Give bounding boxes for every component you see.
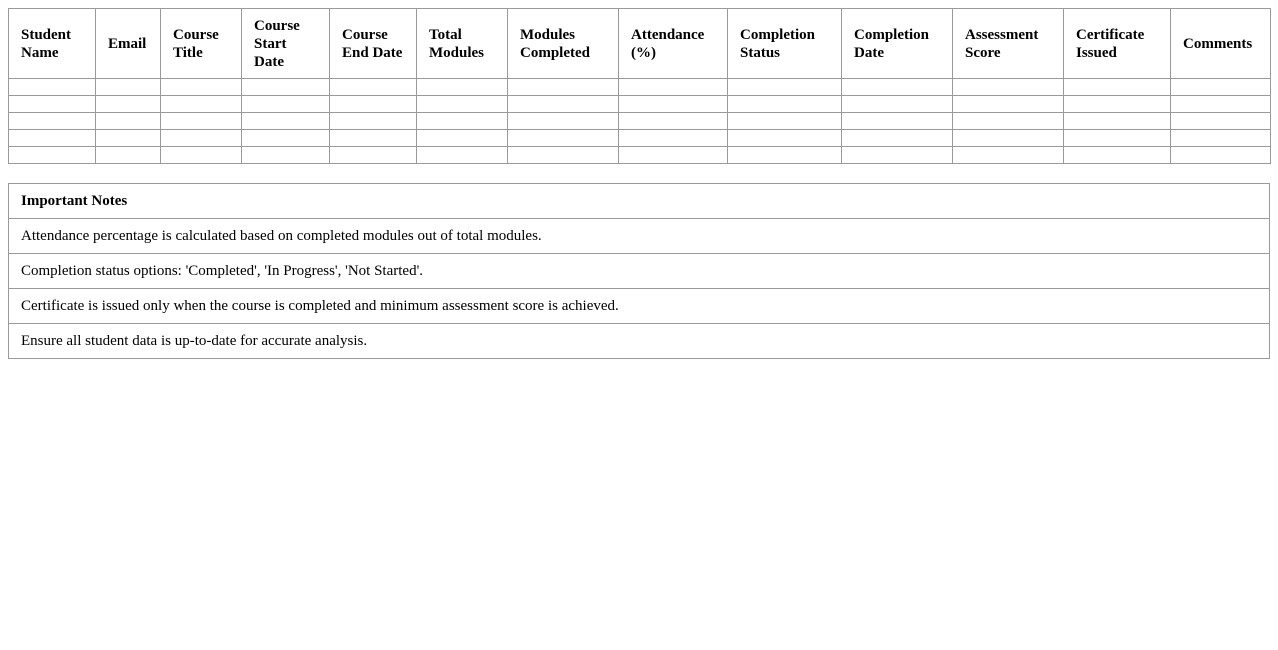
table-cell[interactable] [161, 113, 242, 130]
table-cell[interactable] [1171, 96, 1271, 113]
header-row [9, 9, 1271, 79]
table-cell[interactable] [953, 130, 1064, 147]
table-cell[interactable] [417, 79, 508, 96]
column-header-attendance: Attendance (%) [619, 9, 728, 79]
table-cell[interactable] [842, 147, 953, 164]
table-cell[interactable] [96, 79, 161, 96]
table-cell[interactable] [619, 130, 728, 147]
table-cell[interactable] [330, 79, 417, 96]
table-cell[interactable] [508, 79, 619, 96]
table-cell[interactable] [1064, 147, 1171, 164]
table-cell[interactable] [842, 113, 953, 130]
table-cell[interactable] [842, 130, 953, 147]
table-cell[interactable] [508, 96, 619, 113]
table-cell[interactable] [417, 130, 508, 147]
table-cell[interactable] [161, 79, 242, 96]
table-cell[interactable] [953, 147, 1064, 164]
table-cell[interactable] [96, 130, 161, 147]
table-cell[interactable] [953, 96, 1064, 113]
table-cell[interactable] [1064, 130, 1171, 147]
table-cell[interactable] [1171, 113, 1271, 130]
table-body [9, 79, 1271, 164]
table-cell[interactable] [242, 147, 330, 164]
table-row [9, 147, 1271, 164]
note-row [9, 254, 1270, 289]
table-row [9, 96, 1271, 113]
table-cell[interactable] [9, 79, 96, 96]
table-cell[interactable] [1171, 79, 1271, 96]
table-cell[interactable] [728, 96, 842, 113]
table-cell[interactable] [96, 113, 161, 130]
column-header-course-title: Course Title [161, 9, 242, 79]
table-cell[interactable] [1064, 113, 1171, 130]
table-cell[interactable] [9, 113, 96, 130]
table-cell[interactable] [330, 96, 417, 113]
table-cell[interactable] [161, 130, 242, 147]
table-cell[interactable] [330, 113, 417, 130]
column-header-total-modules: Total Modules [417, 9, 508, 79]
table-cell[interactable] [330, 130, 417, 147]
table-cell[interactable] [161, 96, 242, 113]
table-cell[interactable] [619, 79, 728, 96]
table-cell[interactable] [9, 130, 96, 147]
table-cell[interactable] [1064, 96, 1171, 113]
column-header-course-end-date: Course End Date [330, 9, 417, 79]
table-cell[interactable] [508, 130, 619, 147]
notes-heading: Important Notes [9, 184, 1270, 219]
table-cell[interactable] [330, 147, 417, 164]
column-header-completion-date: Completion Date [842, 9, 953, 79]
table-cell[interactable] [417, 147, 508, 164]
table-cell[interactable] [96, 96, 161, 113]
column-header-completion-status: Completion Status [728, 9, 842, 79]
table-cell[interactable] [417, 96, 508, 113]
table-cell[interactable] [619, 96, 728, 113]
table-row [9, 79, 1271, 96]
table-cell[interactable] [842, 79, 953, 96]
column-header-student-name: Student Name [9, 9, 96, 79]
table-cell[interactable] [728, 113, 842, 130]
column-header-certificate-issued: Certificate Issued [1064, 9, 1171, 79]
column-header-assessment-score: Assessment Score [953, 9, 1064, 79]
table-cell[interactable] [953, 113, 1064, 130]
table-cell[interactable] [728, 79, 842, 96]
table-cell[interactable] [242, 79, 330, 96]
table-row [9, 113, 1271, 130]
table-row [9, 130, 1271, 147]
note-text: Ensure all student data is up-to-date for accurate analysis. [9, 324, 1270, 359]
table-cell[interactable] [508, 147, 619, 164]
table-cell[interactable] [417, 113, 508, 130]
column-header-modules-completed: Modules Completed [508, 9, 619, 79]
table-cell[interactable] [728, 130, 842, 147]
column-header-comments: Comments [1171, 9, 1271, 79]
student-course-table [8, 8, 1271, 164]
note-text: Completion status options: 'Completed', 'In Progress', 'Not Started'. [9, 254, 1270, 289]
table-cell[interactable] [96, 147, 161, 164]
table-cell[interactable] [1171, 130, 1271, 147]
note-text: Attendance percentage is calculated based on completed modules out of total modules. [9, 219, 1270, 254]
note-row [9, 324, 1270, 359]
column-header-email: Email [96, 9, 161, 79]
important-notes-table [8, 183, 1270, 359]
table-cell[interactable] [728, 147, 842, 164]
table-cell[interactable] [842, 96, 953, 113]
table-cell[interactable] [9, 96, 96, 113]
table-cell[interactable] [953, 79, 1064, 96]
table-cell[interactable] [9, 147, 96, 164]
notes-header-row [9, 184, 1270, 219]
note-row [9, 289, 1270, 324]
table-cell[interactable] [242, 130, 330, 147]
table-cell[interactable] [242, 113, 330, 130]
table-cell[interactable] [161, 147, 242, 164]
table-cell[interactable] [1064, 79, 1171, 96]
table-cell[interactable] [619, 147, 728, 164]
note-text: Certificate is issued only when the course is completed and minimum assessment score is achieved. [9, 289, 1270, 324]
table-cell[interactable] [1171, 147, 1271, 164]
table-cell[interactable] [619, 113, 728, 130]
table-cell[interactable] [508, 113, 619, 130]
table-cell[interactable] [242, 96, 330, 113]
column-header-course-start-date: Course Start Date [242, 9, 330, 79]
note-row [9, 219, 1270, 254]
